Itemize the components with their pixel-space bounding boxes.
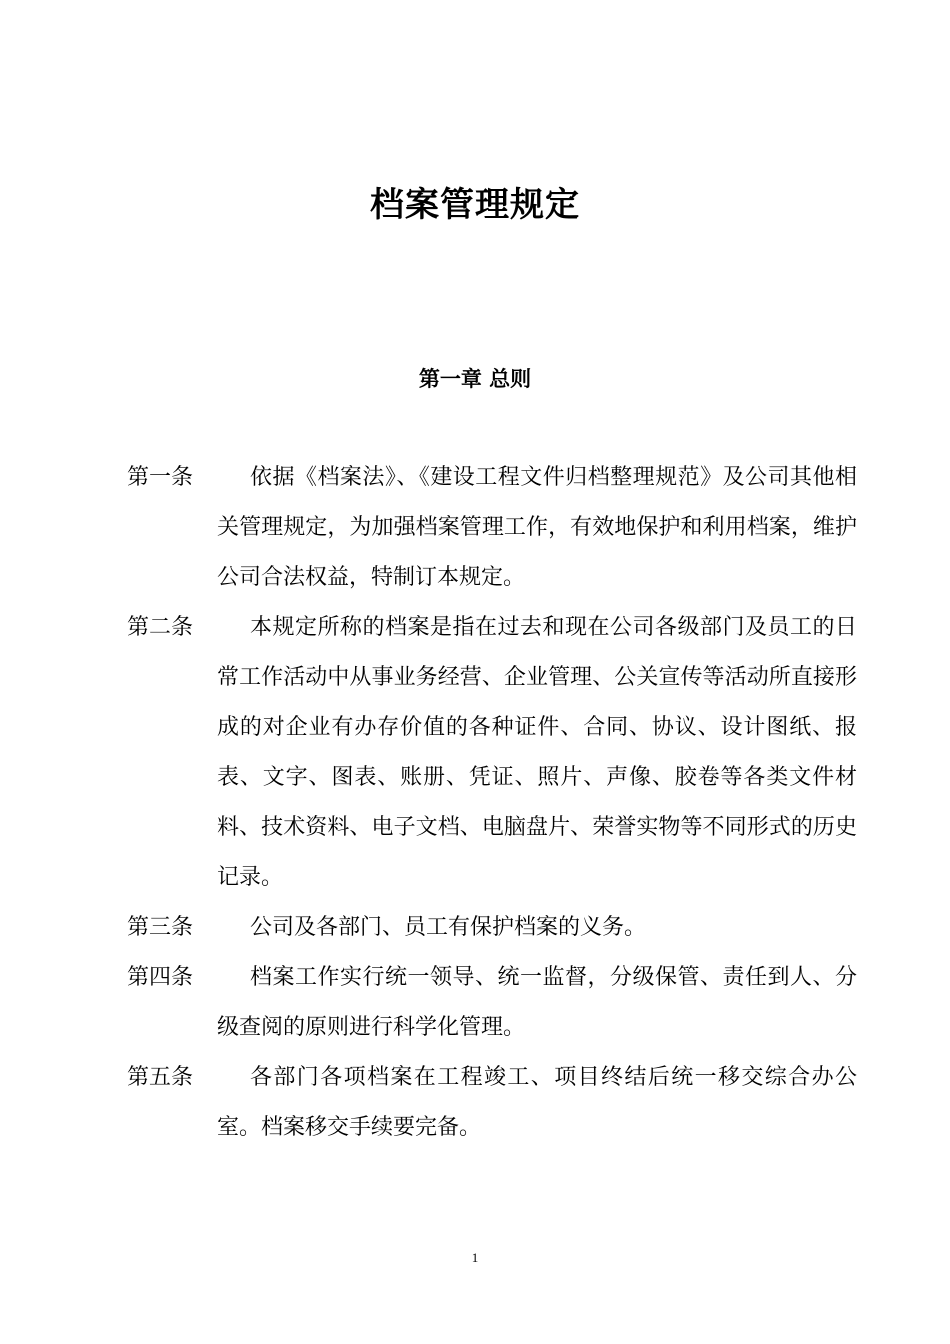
article-label: 第二条 bbox=[127, 615, 194, 640]
article-label: 第一条 bbox=[127, 465, 194, 490]
document-title: 档案管理规定 bbox=[370, 185, 580, 225]
article-label: 第三条 bbox=[127, 915, 194, 940]
article-text: 公司及各部门、员工有保护档案的义务。 bbox=[250, 915, 647, 940]
chapter-heading: 第一章 总则 bbox=[418, 367, 532, 391]
article-5 bbox=[127, 1053, 857, 1153]
article-text: 各部门各项档案在工程竣工、项目终结后统一移交综合办公室。档案移交手续要完备。 bbox=[217, 1065, 857, 1140]
article-list bbox=[127, 453, 857, 1153]
page-number: 1 bbox=[471, 1250, 479, 1265]
article-4 bbox=[127, 953, 857, 1053]
article-text: 本规定所称的档案是指在过去和现在公司各级部门及员工的日常工作活动中从事业务经营、企业管理、公关宣传等活动所直接形成的对企业有办存价值的各种证件、合同、协议、设计图纸、报表、文字、图表、账册、凭证、照片、声像、胶卷等各类文件材料、技术资料、电子文档、电脑盘片、荣誉实物等不同形式的历史记录。 bbox=[217, 615, 857, 890]
article-text: 依据《档案法》、《建设工程文件归档整理规范》及公司其他相关管理规定，为加强档案管理工作，有效地保护和利用档案，维护公司合法权益，特制订本规定。 bbox=[217, 465, 857, 590]
article-2 bbox=[127, 603, 857, 903]
article-3 bbox=[127, 903, 857, 953]
article-text: 档案工作实行统一领导、统一监督，分级保管、责任到人、分级查阅的原则进行科学化管理。 bbox=[217, 965, 857, 1040]
article-1 bbox=[127, 453, 857, 603]
article-label: 第四条 bbox=[127, 965, 194, 990]
article-label: 第五条 bbox=[127, 1065, 194, 1090]
